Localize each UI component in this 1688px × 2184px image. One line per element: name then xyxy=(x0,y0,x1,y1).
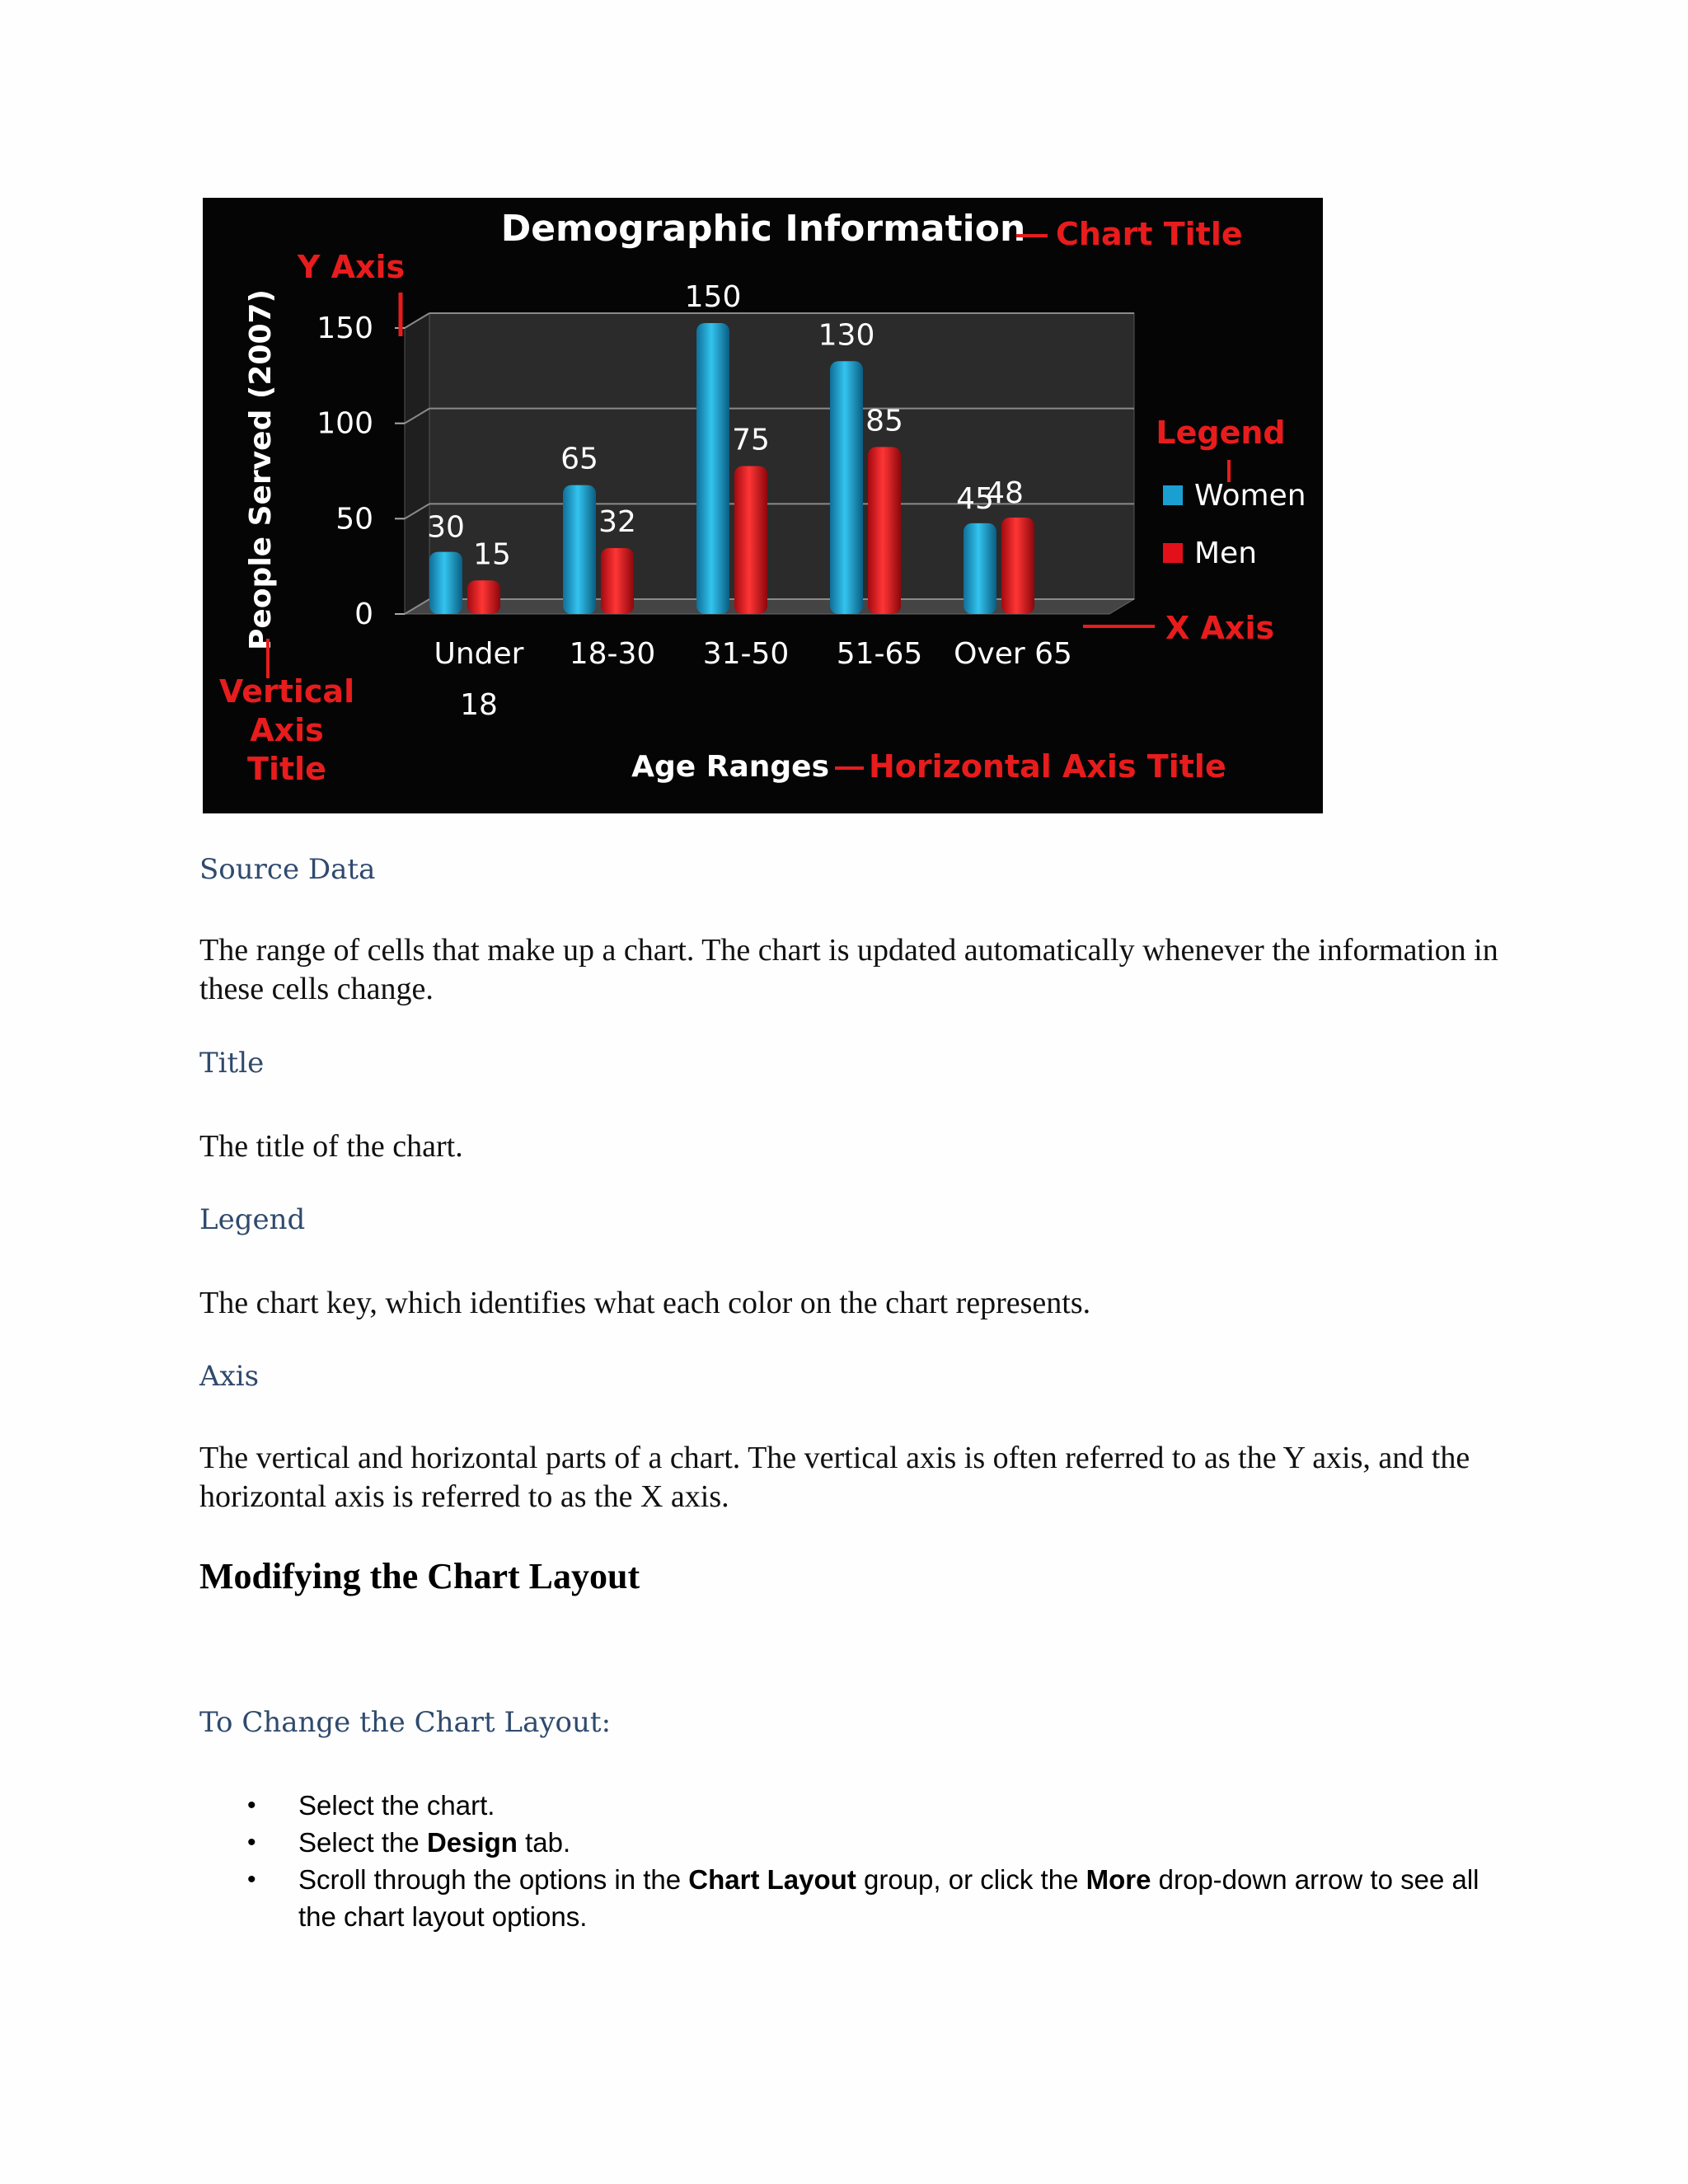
steps-list xyxy=(199,1787,1518,1935)
step-text: tab. xyxy=(517,1827,571,1858)
heading-source-data: Source Data xyxy=(199,853,376,886)
annotation-chart-title: Chart Title xyxy=(1056,216,1243,252)
x-tick-label: 18-30 xyxy=(569,637,656,671)
step-text: Select the chart. xyxy=(298,1790,495,1821)
bar-men xyxy=(868,447,901,614)
chart-svg xyxy=(203,198,1323,813)
bar-men xyxy=(734,466,767,615)
bar-women xyxy=(563,485,596,614)
para-title: The title of the chart. xyxy=(199,1129,463,1164)
y-tick-label: 0 xyxy=(354,598,373,631)
step-text: Scroll through the options in the xyxy=(298,1864,689,1895)
legend-label: Women xyxy=(1194,479,1306,513)
step-bold-text: Design xyxy=(426,1827,518,1858)
x-tick-label-line2: 18 xyxy=(460,688,498,722)
legend-label: Men xyxy=(1194,537,1258,570)
bar-women xyxy=(429,552,462,614)
step-item xyxy=(199,1824,1518,1861)
chart-title: Demographic Information xyxy=(500,208,1026,250)
y-tick-label: 50 xyxy=(335,502,373,537)
data-label: 75 xyxy=(732,423,770,457)
step-bold-text: Chart Layout xyxy=(688,1864,856,1895)
para-legend: The chart key, which identifies what each color on the chart represents. xyxy=(199,1286,1091,1320)
bullet-icon: • xyxy=(247,1866,256,1893)
step-text: group, or click the xyxy=(856,1864,1086,1895)
bar-men xyxy=(601,548,634,614)
bullet-icon: • xyxy=(247,1792,256,1819)
heading-legend: Legend xyxy=(199,1203,306,1236)
y-tick-label: 150 xyxy=(316,312,373,345)
step-text: Select the xyxy=(298,1827,427,1858)
heading-title: Title xyxy=(199,1047,265,1080)
annotation-y-axis: Y Axis xyxy=(297,249,406,285)
bar-men xyxy=(1001,518,1034,614)
x-tick-label: 31-50 xyxy=(702,637,790,671)
data-label: 65 xyxy=(560,442,598,476)
step-bold-text: More xyxy=(1085,1864,1151,1895)
data-label: 30 xyxy=(427,510,465,545)
y-tick-label: 100 xyxy=(316,406,373,441)
procedure-heading: To Change the Chart Layout: xyxy=(199,1706,612,1739)
data-label: 48 xyxy=(986,476,1024,510)
modifying-heading: Modifying the Chart Layout xyxy=(199,1556,640,1596)
annotation-legend: Legend xyxy=(1156,415,1286,451)
data-label: 45 xyxy=(956,481,994,516)
bullet-icon: • xyxy=(247,1829,256,1856)
x-tick-label: Over 65 xyxy=(954,637,1072,671)
annotation-vertical-axis-title: Title xyxy=(247,751,326,787)
bar-men xyxy=(467,580,500,614)
data-label: 150 xyxy=(684,280,742,314)
para-source-data: The range of cells that make up a chart. The chart is updated automatically whenever the information in these cells change. xyxy=(199,933,1498,1006)
chart-figure xyxy=(203,198,1323,813)
heading-axis: Axis xyxy=(199,1360,260,1393)
step-item xyxy=(199,1861,1518,1935)
data-label: 15 xyxy=(473,537,511,572)
bar-women xyxy=(696,323,729,614)
para-axis: The vertical and horizontal parts of a chart. The vertical axis is often referred to as the Y axis, and the horizontal axis is referred to as the X axis. xyxy=(199,1441,1470,1514)
step-item xyxy=(199,1787,1518,1824)
y-axis-title: People Served (2007) xyxy=(244,289,278,650)
data-label: 130 xyxy=(818,318,875,353)
annotation-horizontal-axis-title: Horizontal Axis Title xyxy=(869,748,1226,785)
annotation-vertical-axis-title: Axis xyxy=(250,712,324,748)
x-tick-label: Under xyxy=(434,637,524,671)
legend-swatch-men xyxy=(1163,543,1183,563)
bar-women xyxy=(964,523,996,614)
data-label: 85 xyxy=(865,404,903,438)
annotation-x-axis: X Axis xyxy=(1165,610,1275,646)
chart-side-wall xyxy=(405,313,429,614)
x-tick-label: 51-65 xyxy=(836,637,923,671)
annotation-vertical-axis-title: Vertical xyxy=(218,673,355,710)
legend-swatch-women xyxy=(1163,485,1183,505)
data-label: 32 xyxy=(598,504,636,539)
x-axis-title: Age Ranges xyxy=(631,750,829,784)
step-text: drop-down arrow to see all the chart layout options. xyxy=(298,1864,1479,1932)
bar-women xyxy=(830,361,863,614)
